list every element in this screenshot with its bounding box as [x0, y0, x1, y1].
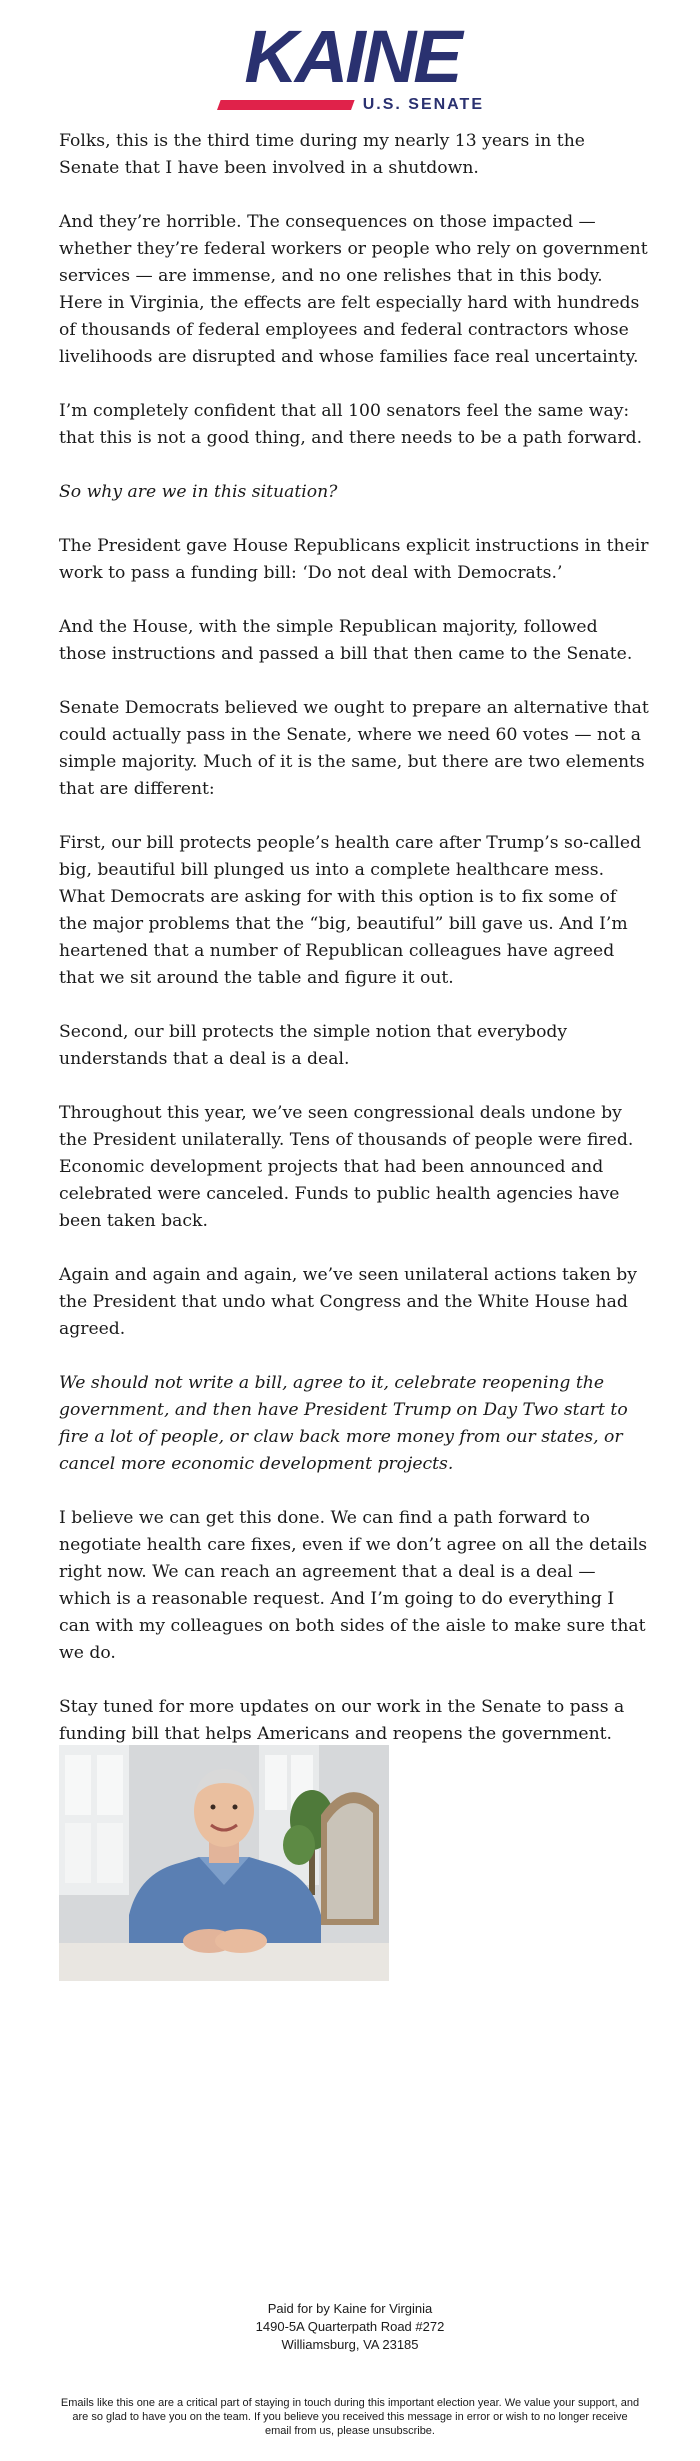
photo-illustration	[59, 1745, 389, 1981]
paragraph: Senate Democrats believed we ought to prepare an alternative that could actually pass in the Senate, where we need 60 votes — not a simple majority. Much of it is the same, but there are two elements that are different:	[59, 698, 649, 799]
paragraph: First, our bill protects people’s health care after Trump’s so-called big, beautiful bill plunged us into a complete healthcare mess. What Democrats are asking for with this option is to fix some of the major problems that the “big, beautiful” bill gave us. And I’m heartened that a number of Republican colleagues have agreed that we sit around the table and figure it out.	[59, 833, 642, 988]
paragraph: I’m completely confident that all 100 senators feel the same way: that this is not a good thing, and there needs to be a path forward.	[59, 401, 643, 448]
paragraph: Throughout this year, we’ve seen congressional deals undone by the President unilaterally. Tens of thousands of people were fired. Economic development projects that had been announced and celebrated were canceled. Funds to public health agencies have been taken back.	[59, 1103, 634, 1231]
address-line-1: 1490-5A Quarterpath Road #272	[255, 2319, 445, 2334]
header	[0, 15, 700, 118]
paragraph: Second, our bill protects the simple notion that everybody understands that a deal is a deal.	[59, 1022, 568, 1069]
paragraph: And they’re horrible. The consequences on those impacted — whether they’re federal workers or people who rely on government services — are immense, and no one relishes that in this body. Here in Virginia, the effects are felt especially hard with hundreds of thousands of federal employees and federal contractors whose livelihoods are disrupted and whose families face real uncertainty.	[59, 212, 648, 367]
paid-for-line: Paid for by Kaine for Virginia	[267, 2301, 433, 2316]
paragraph: I believe we can get this done. We can find a path forward to negotiate health care fixes, even if we don’t agree on all the details right now. We can reach an agreement that a deal is a deal — which is a reasonable request. And I’m going to do everything I can with my colleagues on both sides of the aisle to make sure that we do.	[59, 1508, 648, 1663]
address-line-2: Williamsburg, VA 23185	[281, 2337, 419, 2352]
paragraph: Again and again and again, we’ve seen unilateral actions taken by the President that undo what Congress and the White House had agreed.	[59, 1265, 638, 1339]
paragraph-question: So why are we in this situation?	[59, 482, 338, 502]
footer	[0, 2300, 700, 2354]
paragraph: The President gave House Republicans explicit instructions in their work to pass a funding bill: ‘Do not deal with Democrats.’	[59, 536, 649, 583]
logo-red-bar	[217, 100, 355, 110]
email-disclaimer: Emails like this one are a critical part of staying in touch during this important election year. We value your support, and are so glad to have you on the team. If you believe you received this message in error or wish to no longer receive email from us, please unsubscribe.	[60, 2397, 640, 2437]
email-body	[59, 128, 649, 1820]
paragraph: And the House, with the simple Republican majority, followed those instructions and passed a bill that then came to the Senate.	[59, 617, 633, 664]
tim-kaine-photo	[59, 1745, 389, 1981]
kaine-logo-wordmark: KAINE	[244, 15, 460, 98]
paragraph-emphasis: We should not write a bill, agree to it, celebrate reopening the government, and then have President Trump on Day Two start to fire a lot of people, or claw back more money from our states, or cancel more economic development projects.	[59, 1373, 628, 1474]
logo-subtitle: U.S. SENATE	[362, 96, 484, 113]
paragraph: Folks, this is the third time during my nearly 13 years in the Senate that I have been involved in a shutdown.	[59, 131, 585, 178]
paragraph: Stay tuned for more updates on our work in the Senate to pass a funding bill that helps Americans and reopens the government.	[59, 1697, 625, 1744]
